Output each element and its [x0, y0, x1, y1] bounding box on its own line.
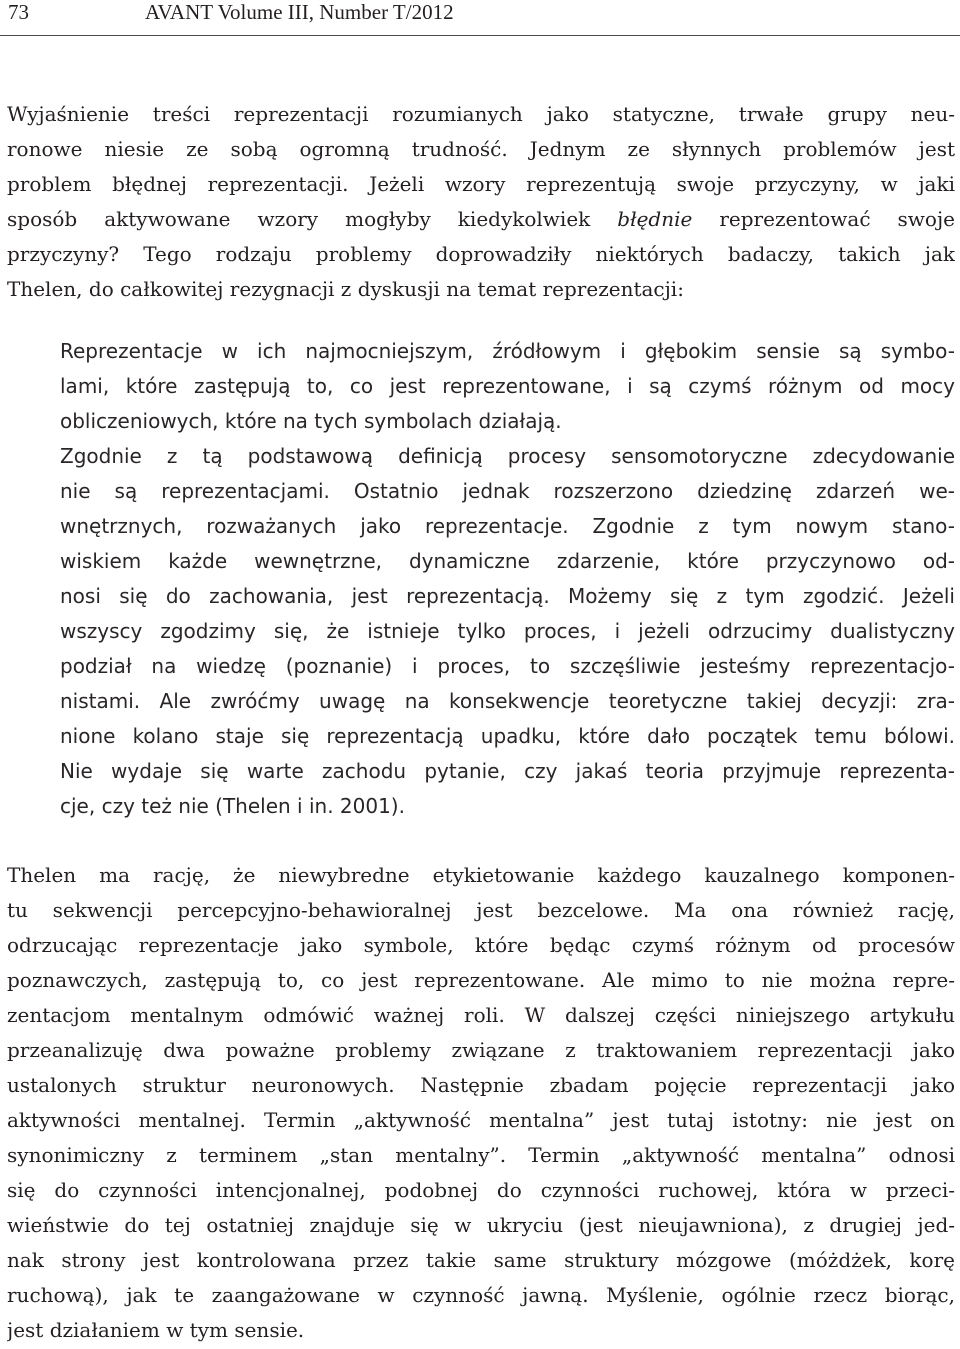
text-line: ruchową), jak te zaangażowane w czynność jawną. Myślenie, ogólnie rzecz biorąc, [7, 1283, 955, 1307]
quote-line: Nie wydaje się warte zachodu pytanie, czy jakaś teoria przyjmuje reprezenta- [60, 759, 955, 783]
quote-line: Zgodnie z tą podstawową definicją procesy sensomotoryczne zdecydowanie [60, 444, 955, 468]
text-line: synonimiczny z terminem „stan mentalny”. Termin „aktywność mentalna” odnosi [7, 1143, 955, 1167]
quote-line: cje, czy też nie (Thelen i in. 2001). [60, 794, 405, 818]
quote-line: obliczeniowych, które na tych symbolach działają. [60, 409, 562, 433]
text-line: tu sekwencji percepcyjno-behawioralnej jest bezcelowe. Ma ona również rację, [7, 898, 955, 922]
block-quote [60, 334, 955, 824]
quote-line: lami, które zastępują to, co jest reprezentowane, i są czymś różnym od mocy [60, 374, 955, 398]
text-line: Thelen ma rację, że niewybredne etykietowanie każdego kauzalnego komponen- [7, 863, 955, 887]
paragraph-2 [7, 858, 955, 1348]
text-line: nak strony jest kontrolowana przez takie same struktury mózgowe (móżdżek, korę [7, 1248, 955, 1272]
text-line: zentacjom mentalnym odmówić ważnej roli. W dalszej części niniejszego artykułu [7, 1003, 955, 1027]
text-line: się do czynności intencjonalnej, podobnej do czynności ruchowej, która w przeci- [7, 1178, 955, 1202]
quote-line: wszyscy zgodzimy się, że istnieje tylko proces, i jeżeli odrzucimy dualistyczny [60, 619, 955, 643]
text-line: problem błędnej reprezentacji. Jeżeli wzory reprezentują swoje przyczyny, w jaki [7, 172, 955, 196]
emphasized-word: błędnie [617, 207, 693, 231]
text-line: przeanalizuję dwa poważne problemy związane z traktowaniem reprezentacji jako [7, 1038, 955, 1062]
text-segment: sposób aktywowane wzory mogłyby kiedykolwiek [7, 207, 618, 231]
paragraph-1 [7, 97, 955, 307]
quote-line: wnętrznych, rozważanych jako reprezentacje. Zgodnie z tym nowym stano- [60, 514, 955, 538]
quote-line: nione kolano staje się reprezentacją upadku, które dało początek temu bólowi. [60, 724, 955, 748]
text-line: ronowe niesie ze sobą ogromną trudność. Jednym ze słynnych problemów jest [7, 137, 955, 161]
text-line: Thelen, do całkowitej rezygnacji z dyskusji na temat reprezentacji: [7, 277, 684, 301]
quote-line: podział na wiedzę (poznanie) i proces, to szczęśliwie jesteśmy reprezentacjo- [60, 654, 955, 678]
quote-line: Reprezentacje w ich najmocniejszym, źródłowym i głębokim sensie są symbo- [60, 339, 955, 363]
text-line: ustalonych struktur neuronowych. Następnie zbadam pojęcie reprezentacji jako [7, 1073, 955, 1097]
quote-line: nistami. Ale zwróćmy uwagę na konsekwencje teoretyczne takiej decyzji: zra- [60, 689, 955, 713]
journal-title: AVANT Volume III, Number T/2012 [145, 0, 454, 24]
text-segment: reprezentować swoje [692, 207, 955, 231]
text-line: jest działaniem w tym sensie. [7, 1318, 305, 1342]
page-number: 73 [8, 0, 29, 24]
text-line: poznawczych, zastępują to, co jest reprezentowane. Ale mimo to nie można repre- [7, 968, 955, 992]
text-line [7, 202, 955, 237]
text-line: Wyjaśnienie treści reprezentacji rozumianych jako statyczne, trwałe grupy neu- [7, 102, 955, 126]
quote-line: nosi się do zachowania, jest reprezentacją. Możemy się z tym zgodzić. Jeżeli [60, 584, 955, 608]
text-line: przyczyny? Tego rodzaju problemy doprowadziły niektórych badaczy, takich jak [7, 242, 955, 266]
quote-line: wiskiem każde wewnętrzne, dynamiczne zdarzenie, które przyczynowo od- [60, 549, 955, 573]
header-divider [0, 35, 960, 36]
quote-line: nie są reprezentacjami. Ostatnio jednak rozszerzono dziedzinę zdarzeń we- [60, 479, 955, 503]
text-line: aktywności mentalnej. Termin „aktywność mentalna” jest tutaj istotny: nie jest on [7, 1108, 955, 1132]
text-line: odrzucając reprezentacje jako symbole, które będąc czymś różnym od procesów [7, 933, 955, 957]
text-line: wieństwie do tej ostatniej znajduje się w ukryciu (jest nieujawniona), z drugiej jed- [7, 1213, 955, 1237]
